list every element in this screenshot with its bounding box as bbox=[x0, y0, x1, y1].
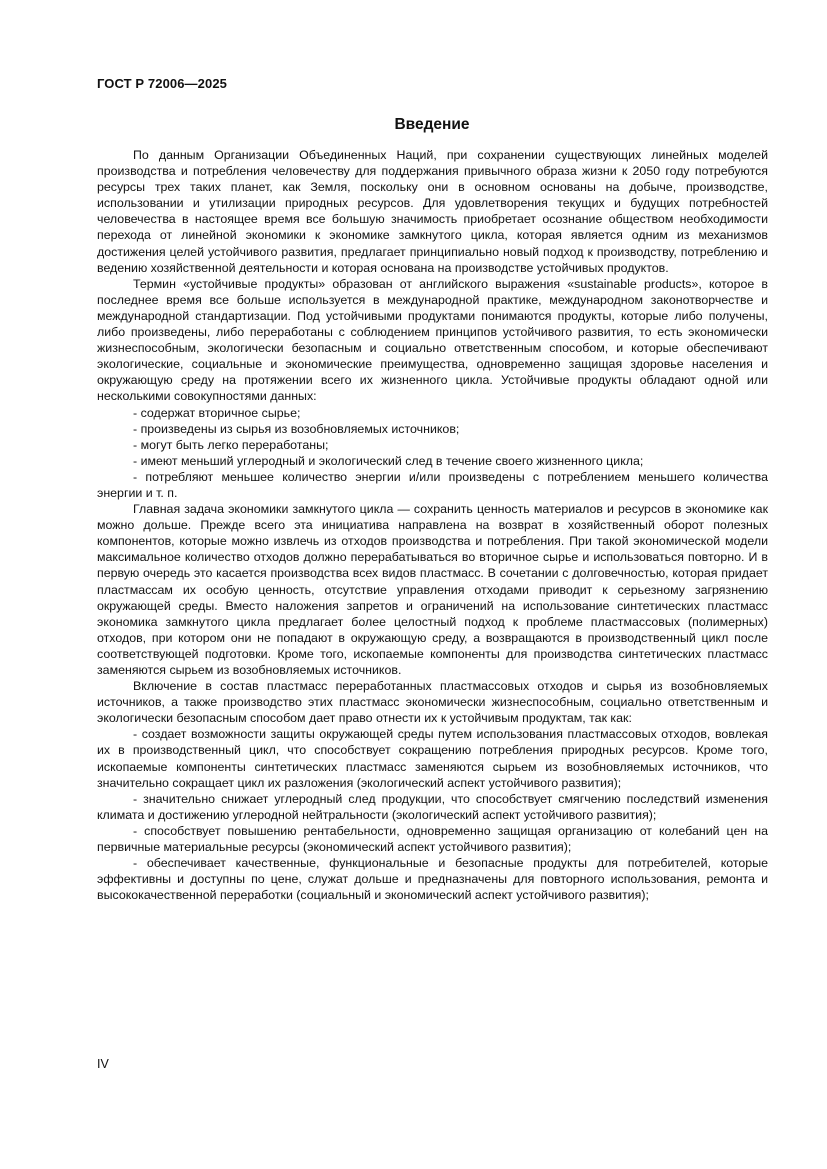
paragraph: Главная задача экономики замкнутого цикла — сохранить ценность материалов и ресурсов в экономике как можно дольше. Прежде всего эта инициатива направлена на возврат в хозяйственный оборот полезных компонентов, которые можно извлечь из отходов производства и потребления. При такой экономической модели максимальное количество отходов должно перерабатываться во вторичное сырье и использоваться повторно. И в первую очередь это касается производства всех видов пластмасс. В сочетании с долговечностью, которая придает пластмассам их особую ценность, отсутствие управления отходами приводит к серьезному загрязнению окружающей среды. Вместо наложения запретов и ограничений на использование синтетических пластмасс экономика замкнутого цикла предлагает более целостный подход к проблеме пластмассовых (полимерных) отходов, при котором они не попадают в окружающую среду, а возвращаются в производственный цикл после соответствующей подготовки. Кроме того, ископаемые компоненты для производства синтетических пластмасс заменяются сырьем из возобновляемых источников. bbox=[97, 502, 768, 677]
paragraph: По данным Организации Объединенных Наций, при сохранении существующих линейных моделей производства и потребления человечеству для поддержания привычного образа жизни к 2050 году потребуются ресурсы трех таких планет, как Земля, поскольку они в основном основаны на добыче, производстве, использовании и утилизации природных ресурсов. Для удовлетворения текущих и будущих потребностей человечества в настоящее время все большую значимость приобретает осознание обществом необходимости перехода от линейной экономики к экономике замкнутого цикла, которая является одним из механизмов достижения целей устойчивого развития, предлагает принципиально новый подход к производству, потреблению и ведению хозяйственной деятельности и которая основана на производстве устойчивых продуктов. bbox=[97, 148, 768, 275]
list-item: - способствует повышению рентабельности, одновременно защищая организацию от колебаний цен на первичные материальные ресурсы (экономический аспект устойчивого развития); bbox=[97, 823, 768, 855]
list-item: - произведены из сырья из возобновляемых источников; bbox=[133, 421, 460, 436]
paragraph: Включение в состав пластмасс переработанных пластмассовых отходов и сырья из возобновляемых источников, а также производство этих пластмасс экономически жизнеспособным, социально ответственным и экологически безопасным способом дает право отнести их к устойчивым продуктам, так как: bbox=[97, 679, 768, 726]
list-item: - могут быть легко переработаны; bbox=[133, 437, 329, 452]
list-item: - создает возможности защиты окружающей среды путем использования пластмассовых отходов, вовлекая их в производственный цикл, что способствует сокращению потребления природных ресурсов. Кроме того, ископаемые компоненты синтетических пластмасс заменяются сырьем из возобновляемых источников, что значительно сокращает цикл их разложения (экологический аспект устойчивого развития); bbox=[97, 727, 768, 790]
document-body bbox=[97, 147, 768, 903]
page-number: IV bbox=[97, 1057, 109, 1071]
paragraph: Термин «устойчивые продукты» образован от английского выражения «sustainable products», которое в последнее время все больше используется в международной практике, международном законотворчестве и международной стандартизации. Под устойчивыми продуктами понимаются продукты, которые либо получены, либо произведены, либо переработаны с соблюдением принципов устойчивого развития, то есть экономически жизнеспособным, экологически безопасным и социально ответственным способом, и которые обеспечивают экологические, социальные и экономические преимущества, одновременно защищая здоровье населения и окружающую среду на протяжении всего их жизненного цикла. Устойчивые продукты обладают одной или несколькими совокупностями данных: bbox=[97, 276, 768, 404]
document-header: ГОСТ Р 72006—2025 bbox=[97, 76, 227, 91]
list-item: - значительно снижает углеродный след продукции, что способствует смягчению последствий изменения климата и достижению углеродной нейтральности (экологический аспект устойчивого развития); bbox=[97, 791, 768, 822]
list-item: - потребляют меньшее количество энергии и/или произведены с потреблением меньшего количества энергии и т. п. bbox=[97, 469, 768, 500]
list-item: - обеспечивает качественные, функциональные и безопасные продукты для потребителей, которые эффективны и доступны по цене, служат дольше и предназначены для повторного использования, ремонта и высококачественной переработки (социальный и экономический аспект устойчивого развития); bbox=[97, 856, 768, 903]
list-item: - имеют меньший углеродный и экологический след в течение своего жизненного цикла; bbox=[133, 453, 644, 468]
section-title: Введение bbox=[394, 116, 470, 133]
list-item: - содержат вторичное сырье; bbox=[133, 405, 301, 420]
